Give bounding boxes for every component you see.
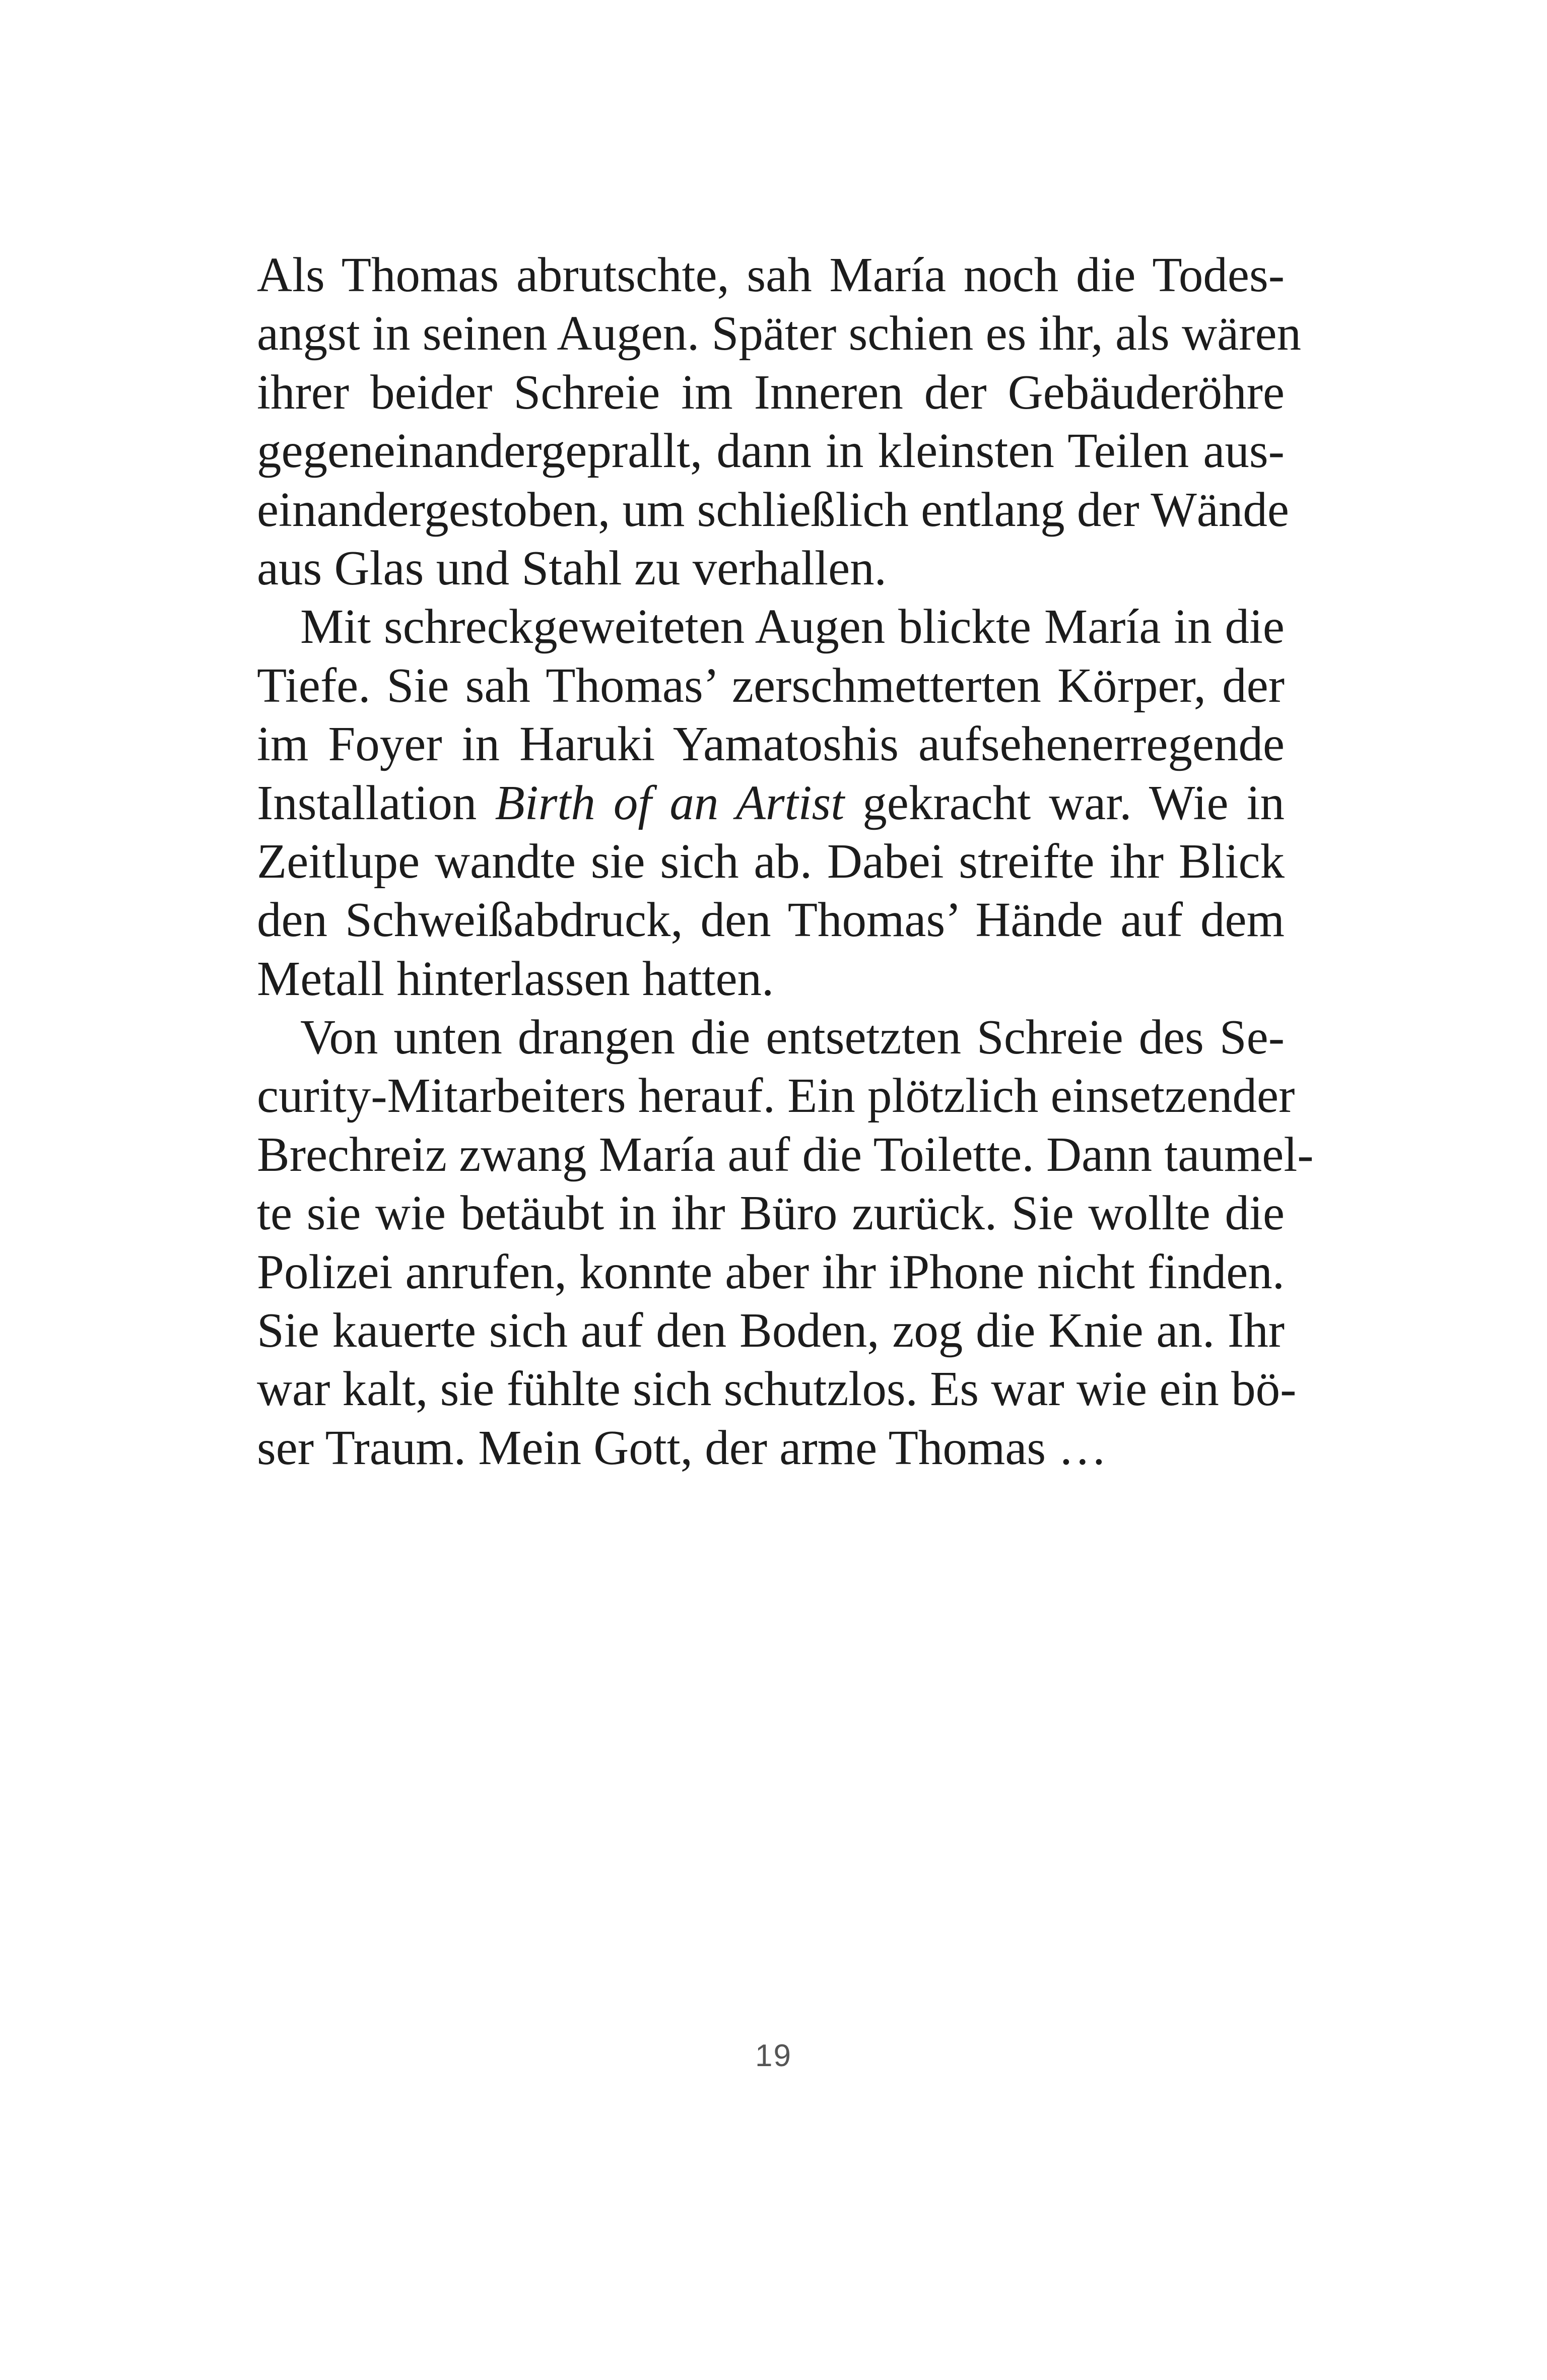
text-line: Mit schreckgeweiteten Augen blickte María in die (300, 600, 1285, 654)
text-line: gegeneinandergeprallt, dann in kleinsten Teilen aus- (257, 424, 1285, 478)
text-line (257, 774, 1285, 832)
text-run: Installation (257, 775, 495, 830)
text-line: Sie kauerte sich auf den Boden, zog die Knie an. Ihr (257, 1303, 1285, 1358)
text-line: curity-Mitarbeiters herauf. Ein plötzlich einsetzender (257, 1069, 1295, 1123)
text-run: gekracht war. Wie in (844, 775, 1285, 830)
text-line: Als Thomas abrutschte, sah María noch die Todes- (257, 248, 1285, 302)
page-number: 19 (755, 2038, 792, 2073)
text-line: te sie wie betäubt in ihr Büro zurück. Sie wollte die (257, 1186, 1285, 1240)
text-line: angst in seinen Augen. Später schien es ihr, als wären (257, 306, 1301, 361)
text-line: aus Glas und Stahl zu verhallen. (257, 541, 887, 595)
text-line: Tiefe. Sie sah Thomas’ zerschmetterten Körper, der (257, 658, 1285, 712)
artwork-title: Birth of an Artist (495, 775, 845, 830)
text-line: war kalt, sie fühlte sich schutzlos. Es war wie ein bö- (257, 1362, 1297, 1416)
text-line: ser Traum. Mein Gott, der arme Thomas … (257, 1420, 1107, 1475)
body-text (257, 246, 1314, 1477)
text-line: Brechreiz zwang María auf die Toilette. Dann taumel- (257, 1127, 1314, 1181)
text-line: ihrer beider Schreie im Inneren der Gebäuderöhre (257, 365, 1285, 419)
text-line: einandergestoben, um schließlich entlang der Wände (257, 482, 1289, 537)
text-line: Polizei anrufen, konnte aber ihr iPhone nicht finden. (257, 1244, 1285, 1299)
text-line: Zeitlupe wandte sie sich ab. Dabei streifte ihr Blick (257, 834, 1285, 888)
text-line: Von unten drangen die entsetzten Schreie des Se- (300, 1010, 1285, 1065)
text-line: den Schweißabdruck, den Thomas’ Hände auf dem (257, 893, 1285, 947)
text-line: im Foyer in Haruki Yamatoshis aufsehenerregende (257, 717, 1285, 771)
text-line: Metall hinterlassen hatten. (257, 951, 774, 1006)
